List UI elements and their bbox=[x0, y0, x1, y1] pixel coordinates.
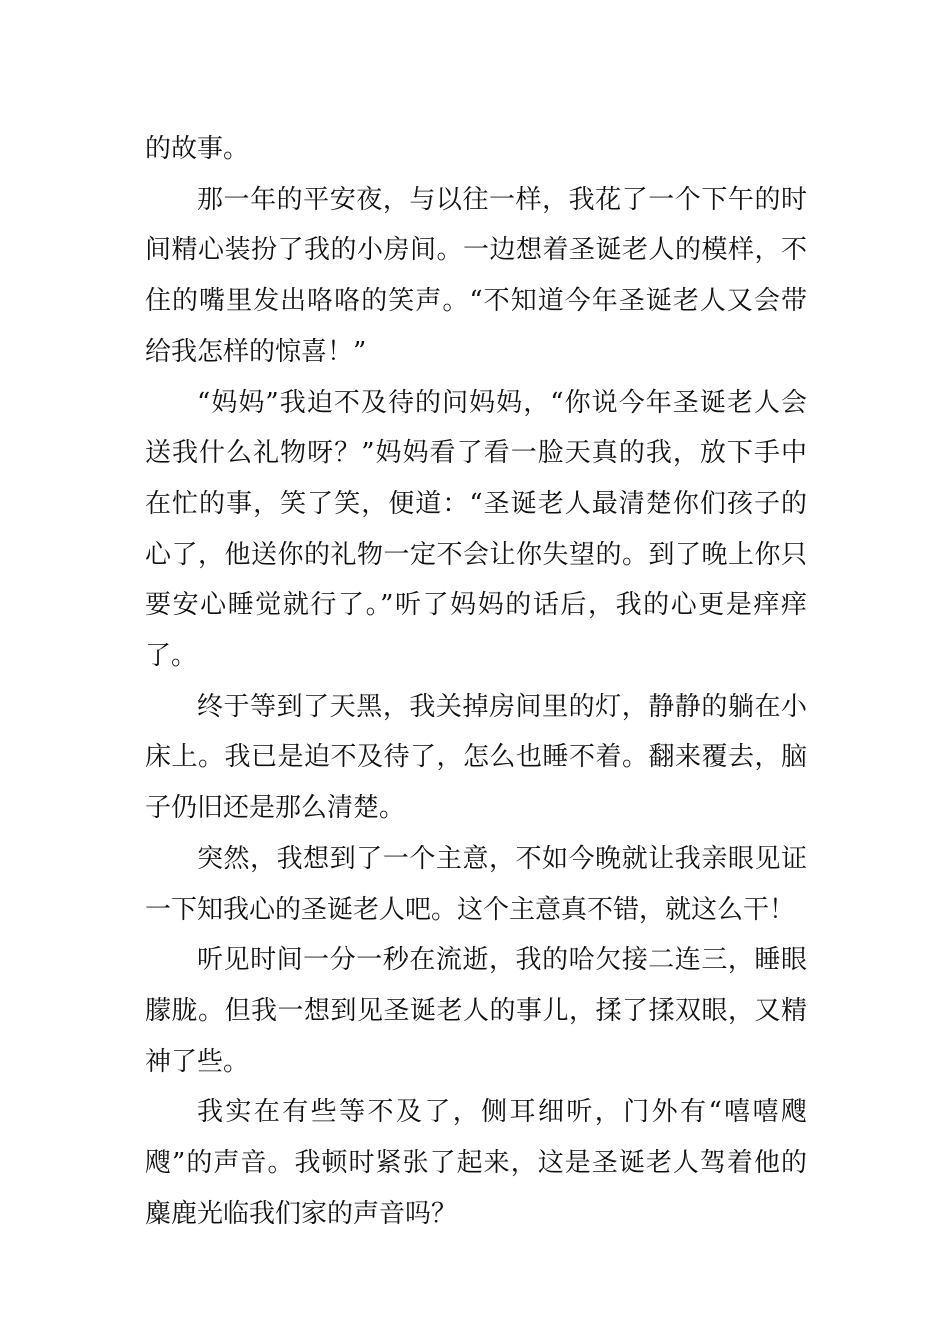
paragraph-7: 我实在有些等不及了，侧耳细听，门外有“嘻嘻飕飕”的声音。我顿时紧张了起来，这是圣诞老人驾着他的麋鹿光临我们家的声音吗？ bbox=[145, 1097, 807, 1229]
paragraph-3: “妈妈”我迫不及待的问妈妈，“你说今年圣诞老人会送我什么礼物呀？”妈妈看了看一脸天真的我，放下手中在忙的事，笑了笑，便道：“圣诞老人最清楚你们孩子的心了，他送你的礼物一定不会让你失望的。到了晚上你只要安心睡觉就行了。”听了妈妈的话后，我的心更是痒痒了。 bbox=[145, 387, 807, 672]
paragraph-6: 听见时间一分一秒在流逝，我的哈欠接二连三，睡眼朦胧。但我一想到见圣诞老人的事儿，揉了揉双眼，又精神了些。 bbox=[145, 945, 807, 1077]
paragraph-1: 的故事。 bbox=[145, 134, 250, 164]
paragraph-4: 终于等到了天黑，我关掉房间里的灯，静静的躺在小床上。我已是迫不及待了，怎么也睡不着。翻来覆去，脑子仍旧还是那么清楚。 bbox=[145, 691, 807, 824]
body-text bbox=[145, 124, 807, 1239]
paragraph-2: 那一年的平安夜，与以往一样，我花了一个下午的时间精心装扮了我的小房间。一边想着圣诞老人的模样，不住的嘴里发出咯咯的笑声。“不知道今年圣诞老人又会带给我怎样的惊喜！” bbox=[145, 184, 807, 367]
paragraph-5: 突然，我想到了一个主意，不如今晚就让我亲眼见证一下知我心的圣诞老人吧。这个主意真不错，就这么干！ bbox=[145, 843, 807, 925]
